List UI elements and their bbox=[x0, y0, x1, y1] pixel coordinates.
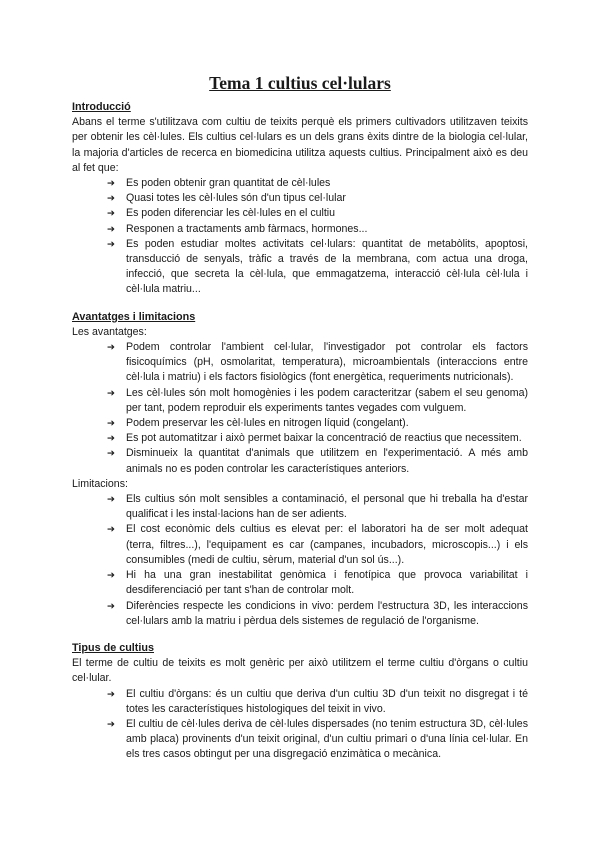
list-item: ➔ Es pot automatitzar i això permet baixar la concentració de reactius que necessitem. bbox=[107, 431, 528, 446]
advantages-list bbox=[72, 340, 528, 477]
types-paragraph: El terme de cultiu de teixits es molt genèric per això utilitzem el terme cultiu d'òrgans o cultiu cel·lular. bbox=[72, 657, 528, 685]
list-item: ➔ Hi ha una gran inestabilitat genòmica i fenotípica que provoca variabilitat i desdiferenciació per tant s'han de controlar molt. bbox=[107, 568, 528, 598]
list-item: ➔ Podem preservar les cèl·lules en nitrogen líquid (congelant). bbox=[107, 416, 528, 431]
list-item: ➔ Quasi totes les cèl·lules són d'un tipus cel·lular bbox=[107, 191, 528, 206]
limitations-list bbox=[72, 492, 528, 629]
list-item: ➔ Responen a tractaments amb fàrmacs, hormones... bbox=[107, 222, 528, 237]
list-item: ➔ Podem controlar l'ambient cel·lular, l'investigador pot controlar els factors fisicoquímics (pH, osmolaritat, temperatura), microambientals (interaccions entre cèl·lula i matriu) i els factors fisiològics (font energètica, requeriments nutricionals). bbox=[107, 340, 528, 386]
list-item: ➔ Es poden diferenciar les cèl·lules en el cultiu bbox=[107, 206, 528, 221]
list-item: ➔ El cultiu de cèl·lules deriva de cèl·lules dispersades (no tenim estructura 3D, cèl·lules amb placa) provinents d'un teixit original, d'un cultiu primari o d'una línia cel·lular. En els tres casos obtingut per una disgregació enzimàtica o mecànica. bbox=[107, 717, 528, 763]
intro-paragraph: Abans el terme s'utilitzava com cultiu de teixits perquè els primers cultivadors utilitzaven teixits per obtenir les cèl·lules. Els cultius cel·lulars es un dels grans èxits dintre de la biologia cel·lular, la majoria d'articles de recerca en biomedicina utilitza aquests cultius. Principalment això es deu al fet que: bbox=[72, 116, 528, 174]
list-item: ➔ El cultiu d'òrgans: és un cultiu que deriva d'un cultiu 3D d'un teixit no disgregat i té totes les característiques histologiques del teixit in vivo. bbox=[107, 687, 528, 717]
page-title: Tema 1 cultius cel·lulars bbox=[209, 73, 391, 93]
section-heading-introduccio: Introducció bbox=[72, 101, 131, 113]
section-heading-tipus: Tipus de cultius bbox=[72, 641, 154, 654]
limitations-label: Limitacions: bbox=[72, 477, 128, 490]
advantages-label: Les avantatges: bbox=[72, 325, 147, 338]
list-item: ➔ Es poden estudiar moltes activitats cel·lulars: quantitat de metabòlits, apoptosi, transducció de senyals, tràfic a través de la membrana, com actua una droga, infecció, que secreta la cèl·lula, que emmagatzema, interacció cèl·lula cèl·lula i cèl·lula matriu... bbox=[107, 237, 528, 298]
list-item: ➔ Disminueix la quantitat d'animals que utilitzem en l'experimentació. A més amb animals no es poden controlar les característiques anteriors. bbox=[107, 446, 528, 476]
section-heading-avantatges: Avantatges i limitacions bbox=[72, 310, 196, 323]
types-list bbox=[72, 687, 528, 763]
list-item: ➔ El cost econòmic dels cultius es elevat per: el laboratori ha de ser molt adequat (terra, filtres...), l'equipament es car (campanes, incubadors, microscopis...) i els consumibles (medi de cultiu, sèrum, material d'un sol ús...). bbox=[107, 522, 528, 568]
intro-list bbox=[72, 176, 528, 298]
list-item: ➔ Diferències respecte les condicions in vivo: perdem l'estructura 3D, les interaccions cel·lulars amb la matriu i pèrdua dels sistemes de regulació de l'organisme. bbox=[107, 599, 528, 629]
list-item: ➔ Les cèl·lules són molt homogènies i les podem caracteritzar (sabem el seu genoma) per tant, podem reproduir els experiments tantes vegades com vulguem. bbox=[107, 386, 528, 416]
list-item: ➔ Es poden obtenir gran quantitat de cèl·lules bbox=[107, 176, 528, 191]
list-item: ➔ Els cultius són molt sensibles a contaminació, el personal que hi treballa ha d'estar qualificat i les instal·lacions han de ser adients. bbox=[107, 492, 528, 522]
